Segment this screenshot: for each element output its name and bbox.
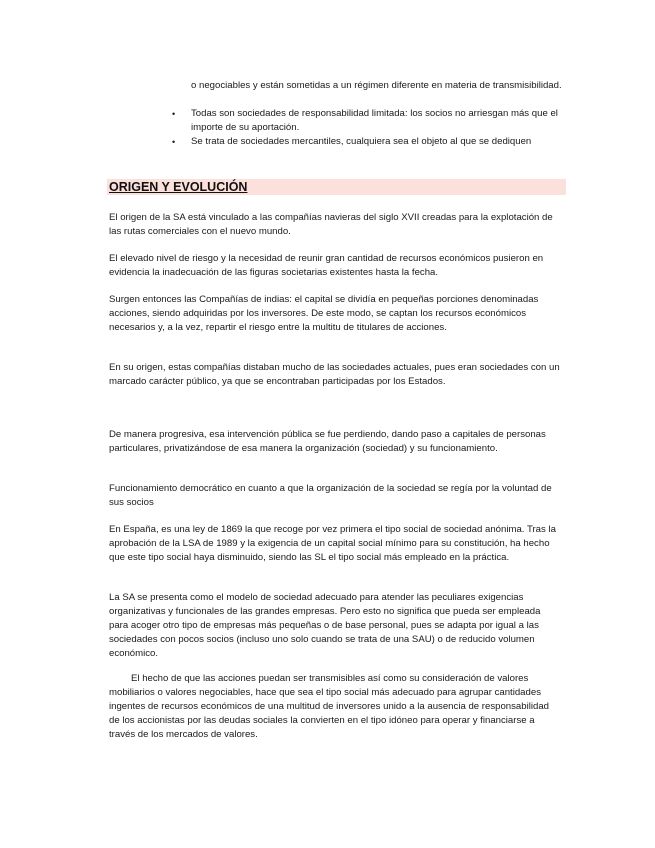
paragraph-indias: Surgen entonces las Compañías de indias: el capital se dividía en pequeñas porciones denominadas acciones, siendo adquiridas por los inversores. De este modo, se captan los recursos económicos necesarios y, a la vez, repartir el riesgo entre la multitu de titulares de acciones.	[109, 294, 539, 333]
bullet-icon: •	[172, 137, 176, 147]
list-item-text: Se trata de sociedades mercantiles, cualquiera sea el objeto al que se dediquen	[191, 136, 532, 147]
list-item	[172, 107, 572, 135]
list-continuation-text: o negociables y están sometidas a un régimen diferente en materia de transmisibilidad.	[191, 80, 562, 91]
paragraph-privatization: De manera progresiva, esa intervención pública se fue perdiendo, dando paso a capitales de personas particulares, privatizándose de esa manera la organización (sociedad) y su funcionamiento.	[109, 429, 546, 454]
paragraph-transferable: El hecho de que las acciones puedan ser transmisibles así como su consideración de valores mobiliarios o valores negociables, hace que sea el tipo social más adecuado para agrupar cantidades ingentes de recursos económicos de una multitud de inversores unido a la ausencia de responsabilidad de los accionistas por las deudas sociales la convierten en el tipo idóneo para operar y financiarse a través de los mercados de valores.	[109, 673, 549, 740]
section-heading: ORIGEN Y EVOLUCIÓN	[109, 180, 248, 194]
bullet-list	[172, 107, 572, 149]
list-item	[172, 135, 572, 149]
bullet-icon: •	[172, 109, 176, 119]
paragraph-model: La SA se presenta como el modelo de sociedad adecuado para atender las peculiares exigencias organizativas y funcionales de las grandes empresas. Pero esto no significa que pueda ser empleada para acoger otro tipo de empresas más pequeñas o de base personal, pues se adapta por igual a las sociedades con pocos socios (incluso uno solo cuando se trata de una SAU) o de reducido volumen económico.	[109, 592, 541, 659]
paragraph-risk: El elevado nivel de riesgo y la necesidad de reunir gran cantidad de recursos económicos pusieron en evidencia la inadecuación de las figuras societarias existentes hasta la fecha.	[109, 253, 544, 278]
paragraph-public-character: En su origen, estas compañías distaban mucho de las sociedades actuales, pues eran sociedades con un marcado carácter público, ya que se encontraban participadas por los Estados.	[109, 362, 560, 387]
paragraph-democratic: Funcionamiento democrático en cuanto a que la organización de la sociedad se regía por la voluntad de sus socios	[109, 483, 552, 508]
paragraph-spain: En España, es una ley de 1869 la que recoge por vez primera el tipo social de sociedad anónima. Tras la aprobación de la LSA de 1989 y la exigencia de un capital social mínimo para su constitución, ha hecho que este tipo social haya disminuido, siendo las SL el tipo social más empleado en la práctica.	[109, 524, 556, 563]
paragraph-origin: El origen de la SA está vinculado a las compañías navieras del siglo XVII creadas para la explotación de las rutas comerciales con el nuevo mundo.	[109, 212, 553, 237]
list-item-text: Todas son sociedades de responsabilidad limitada: los socios no arriesgan más que el importe de su aportación.	[191, 108, 558, 133]
